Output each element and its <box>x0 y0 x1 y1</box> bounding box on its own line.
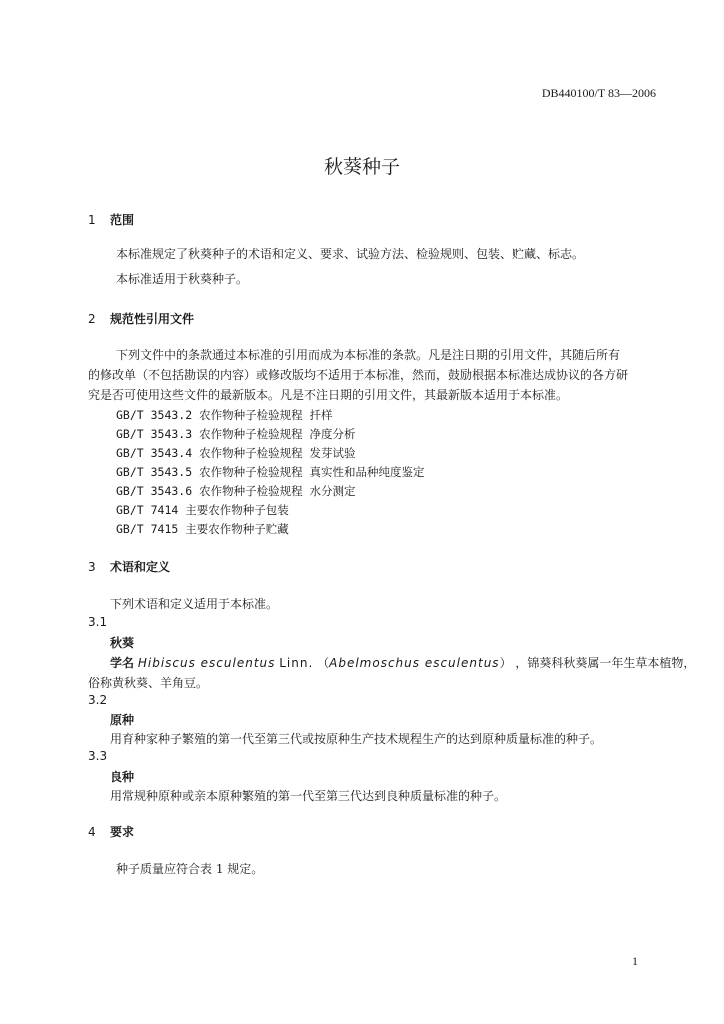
reference-item: GB/T 3543.6 农作物种子检验规程 水分测定 <box>116 484 356 498</box>
section-number: 4 <box>88 825 96 839</box>
reference-item: GB/T 3543.4 农作物种子检验规程 发芽试验 <box>116 446 356 460</box>
section-title: 范围 <box>110 213 135 227</box>
page-title: 秋葵种子 <box>323 156 400 178</box>
page-number: 1 <box>632 954 638 968</box>
term-definition: 用育种家种子繁殖的第一代至第三代或按原种生产技术规程生产的达到原种质量标准的种子。 <box>110 732 603 746</box>
paragraph-line: 下列文件中的条款通过本标准的引用而成为本标准的条款。凡是注日期的引用文件，其随后所有 <box>116 348 621 362</box>
section-3-heading <box>88 558 170 575</box>
section-2-heading <box>88 310 194 327</box>
paragraph: 种子质量应符合表 1 规定。 <box>116 862 264 876</box>
reference-item: GB/T 3543.5 农作物种子检验规程 真实性和品种纯度鉴定 <box>116 465 425 479</box>
scientific-name: Hibiscus esculentus <box>137 656 276 670</box>
open-paren: （ <box>317 656 330 670</box>
section-number: 3 <box>88 560 96 574</box>
term-heading: 秋葵 <box>110 636 135 650</box>
author-name: Linn. <box>279 656 314 670</box>
subclause-number: 3.1 <box>88 615 108 629</box>
section-number: 1 <box>88 213 96 227</box>
paragraph-line: 的修改单（不包括勘误的内容）或修改版均不适用于本标准，然而，鼓励根据本标准达成协议的各方研 <box>88 368 629 382</box>
reference-item: GB/T 3543.2 农作物种子检验规程 扦样 <box>116 408 333 422</box>
section-title: 规范性引用文件 <box>110 312 195 326</box>
section-number: 2 <box>88 312 96 326</box>
reference-item: GB/T 3543.3 农作物种子检验规程 净度分析 <box>116 427 356 441</box>
document-code: DB440100/T 83—2006 <box>541 86 656 100</box>
reference-item: GB/T 7415 主要农作物种子贮藏 <box>116 522 289 536</box>
term-definition: 用常规种原种或亲本原种繁殖的第一代至第三代达到良种质量标准的种子。 <box>110 789 507 803</box>
subclause-number: 3.2 <box>88 693 108 707</box>
term-heading: 原种 <box>110 713 135 727</box>
section-4-heading <box>88 823 134 840</box>
paragraph-line: 究是否可使用这些文件的最新版本。凡是不注日期的引用文件，其最新版本适用于本标准。 <box>88 388 569 402</box>
definition-prefix: 学名 <box>110 656 135 670</box>
paragraph: 本标准规定了秋葵种子的术语和定义、要求、试验方法、检验规则、包装、贮藏、标志。 <box>116 247 585 261</box>
term-definition-cont: 俗称黄秋葵、羊角豆。 <box>88 676 209 690</box>
definition-text: ，锦葵科秋葵属一年生草本植物， <box>515 656 696 670</box>
paragraph: 本标准适用于秋葵种子。 <box>116 272 249 286</box>
paragraph: 下列术语和定义适用于本标准。 <box>110 597 279 611</box>
section-title: 要求 <box>110 825 135 839</box>
scientific-name-alt: Abelmoschus esculentus <box>329 656 500 670</box>
term-heading: 良种 <box>110 770 135 784</box>
term-definition <box>110 654 695 671</box>
section-1-heading <box>88 211 134 228</box>
section-title: 术语和定义 <box>110 560 171 574</box>
subclause-number: 3.3 <box>88 749 108 763</box>
close-paren: ） <box>499 656 512 670</box>
reference-item: GB/T 7414 主要农作物种子包装 <box>116 503 289 517</box>
